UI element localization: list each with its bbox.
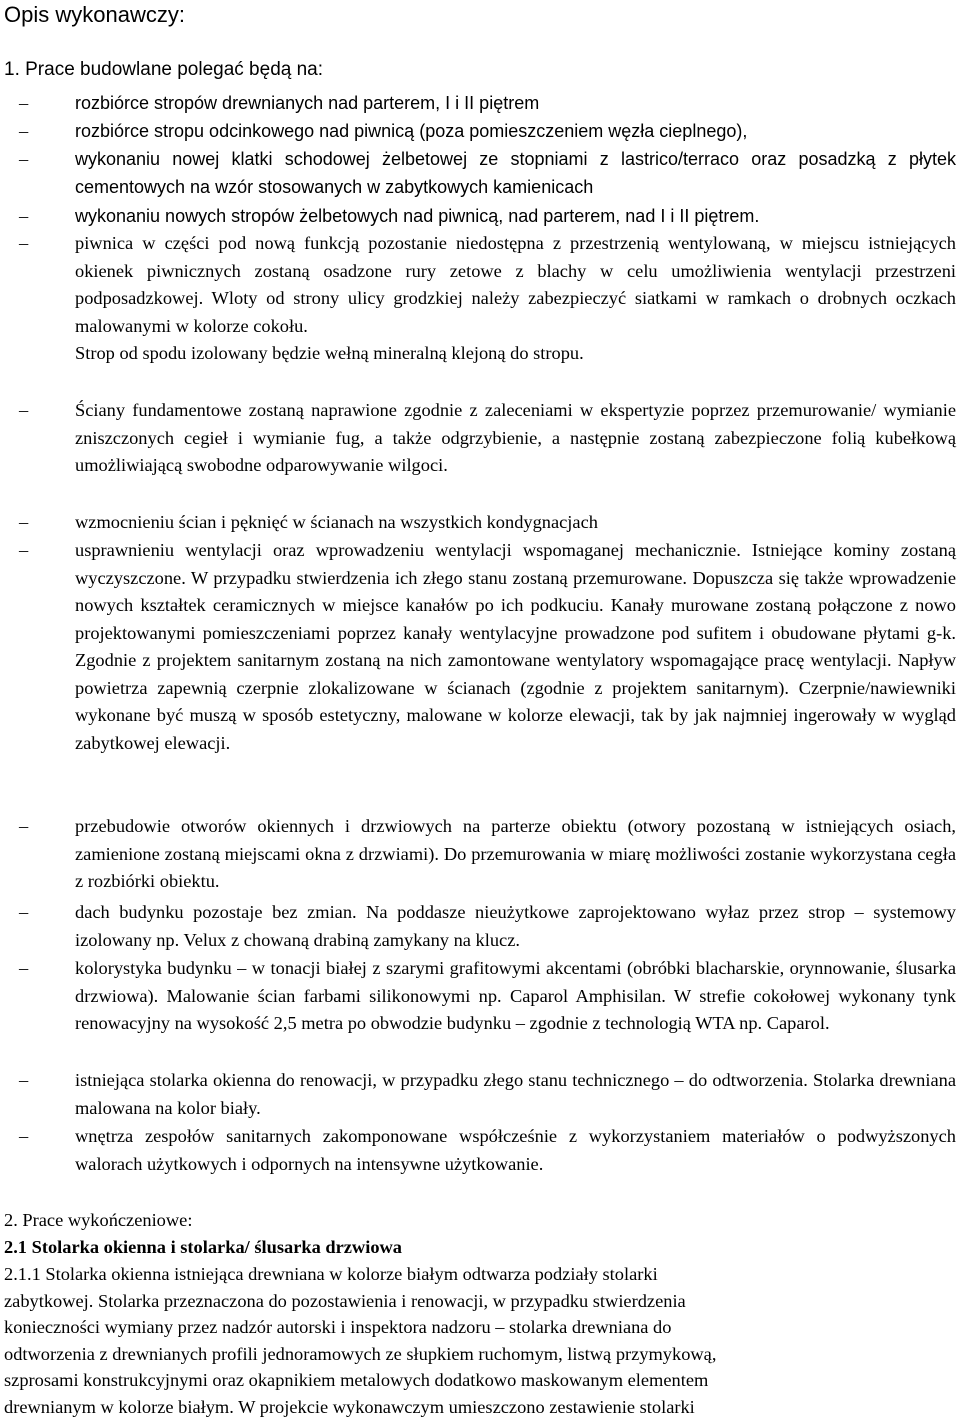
list-item: – dach budynku pozostaje bez zmian. Na poddasze nieużytkowe zaprojektowano wyłaz przez strop – systemowy izolowany np. Velux z chowaną drabiną zamykany na klucz. [75,899,956,954]
section-2-title: 2. Prace wykończeniowe: [4,1210,193,1230]
dash-bullet-icon: – [19,149,29,169]
list-item: – przebudowie otworów okiennych i drzwiowych na parterze obiektu (otwory pozostaną w istniejących osiach, zamienione zostaną miejscami okna z drzwiami). Do przemurowania w miarę możliwości zostanie wykorzystana cegła z rozbiórki obiektu. [75,813,956,896]
list-item: – piwnica w części pod nową funkcją pozostanie niedostępna z przestrzenią wentylowaną, w miejscu istniejących okienek piwnicznych zostaną osadzone rury zetowe z blachy w celu umożliwienia wentylacji przestrzeni podposadzkowej. Wloty od strony ulicy grodzkiej należy zabezpieczyć siatkami w ramkach o drobnych oczkach malowanymi w kolorze cokołu. Strop od spodu izolowany będzie wełną mineralną klejoną do stropu. [75,230,956,368]
section-2-1-subtitle: 2.1 Stolarka okienna i stolarka/ ślusarka drzwiowa [4,1237,402,1257]
paragraph-line: konieczności wymiany przez nadzór autorski i inspektora nadzoru – stolarka drewniana do [4,1317,672,1337]
dash-bullet-icon: – [19,93,29,113]
dash-bullet-icon: – [19,540,29,560]
list-item: – wykonaniu nowej klatki schodowej żelbetowej ze stopniami z lastrico/terraco oraz posadzką z płytek cementowych na wzór stosowanych w zabytkowych kamienicach [75,146,956,201]
paragraph-line: szprosami konstrukcyjnymi oraz okapnikiem metalowych dodatkowo maskowanym elementem [4,1370,709,1390]
document-heading: Opis wykonawczy: [4,2,185,27]
list-item: – usprawnieniu wentylacji oraz wprowadzeniu wentylacji wspomaganej mechanicznie. Istniejące kominy zostaną wyczyszczone. W przypadku stwierdzenia ich złego stanu zostaną przemurowane. Dopuszcza się także wprowadzenie nowych kształtek ceramicznych w miejsce kanałów po ich podkuciu. Kanały murowane zostaną połączone z nowo projektowanymi pomieszczeniami poprzez kanały wentylacyjne prowadzone pod sufitem i obudowane płytami g-k. Zgodnie z projektem sanitarnym zostaną na nich zamontowane wentylatory wspomagające pracę wentylacji. Napływ powietrza zapewnią czerpnie zlokalizowane w ścianach (zgodnie z projektem sanitarnym). Czerpnie/nawiewniki wykonane być muszą w sposób estetyczny, malowane w kolorze elewacji, tak by jak najmniej ingerowały w wygląd zabytkowej elewacji. [75,537,956,757]
dash-bullet-icon: – [19,816,29,836]
dash-bullet-icon: – [19,958,29,978]
paragraph-line: odtworzenia z drewnianych profili jednoramowych ze słupkiem ruchomym, listwą przymykową, [4,1343,717,1364]
list-item: – wzmocnieniu ścian i pęknięć w ścianach na wszystkich kondygnacjach [75,509,956,537]
list-item: – kolorystyka budynku – w tonacji białej z szarymi grafitowymi akcentami (obróbki blacharskie, orynnowanie, ślusarka drzwiowa). Malowanie ścian farbami silikonowymi np. Caparol Amphisilan. W strefie cokołowej wykonany tynk renowacyjny na wysokość 2,5 metra po obwodzie budynku – zgodnie z technologią WTA np. Caparol. [75,955,956,1038]
paragraph-line: 2.1.1 Stolarka okienna istniejąca drewniana w kolorze białym odtwarza podziały stolarki [4,1264,658,1284]
dash-bullet-icon: – [19,121,29,141]
dash-bullet-icon: – [19,512,29,532]
dash-bullet-icon: – [19,902,29,922]
dash-bullet-icon: – [19,400,29,420]
dash-bullet-icon: – [19,233,29,253]
paragraph-line: drewnianym w kolorze białym. W projekcie wykonawczym umieszczono zestawienie stolarki [4,1396,695,1417]
list-item: – rozbiórce stropu odcinkowego nad piwnicą (poza pomieszczeniem węzła cieplnego), [75,118,956,146]
list-item: – Ściany fundamentowe zostaną naprawione zgodnie z zaleceniami w ekspertyzie poprzez przemurowanie/ wymianie zniszczonych cegieł i wymianie fug, a także odgrzybienie, a następnie zostaną zabezpieczone folią kubełkową umożliwiającą swobodne odparowywanie wilgoci. [75,397,956,480]
list-item: – rozbiórce stropów drewnianych nad parterem, I i II piętrem [75,90,956,118]
list-item: – wykonaniu nowych stropów żelbetowych nad piwnicą, nad parterem, nad I i II piętrem. [75,203,956,231]
list-item: – wnętrza zespołów sanitarnych zakomponowane współcześnie z wykorzystaniem materiałów o podwyższonych walorach użytkowych i odpornych na intensywne użytkowanie. [75,1123,956,1178]
dash-bullet-icon: – [19,206,29,226]
dash-bullet-icon: – [19,1126,29,1146]
list-item: – istniejąca stolarka okienna do renowacji, w przypadku złego stanu technicznego – do odtworzenia. Stolarka drewniana malowana na kolor biały. [75,1067,956,1122]
section-2-1-paragraph [4,1261,956,1420]
dash-bullet-icon: – [19,1070,29,1090]
list-item-note: Strop od spodu izolowany będzie wełną mineralną klejoną do stropu. [75,343,584,363]
paragraph-line: zabytkowej. Stolarka przeznaczona do pozostawienia i renowacji, w przypadku stwierdzenia [4,1290,686,1311]
section-1-title: 1. Prace budowlane polegać będą na: [4,59,324,80]
